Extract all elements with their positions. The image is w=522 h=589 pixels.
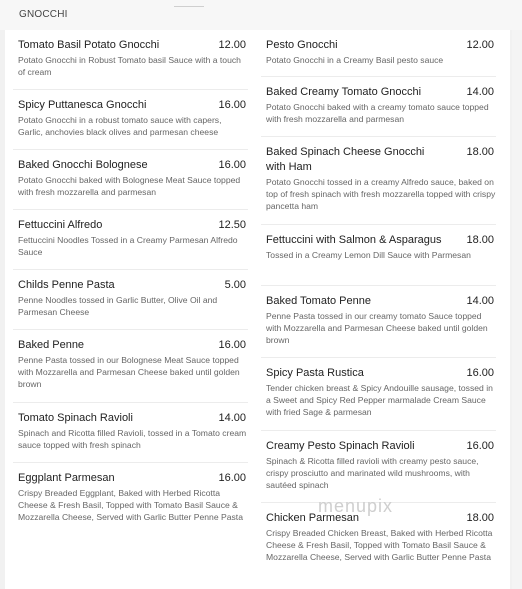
- menu-item: [13, 463, 248, 549]
- item-description: Tossed in a Creamy Lemon Dill Sauce with Parmesan: [266, 250, 471, 260]
- menu-item: [261, 431, 496, 503]
- item-description: Potato Gnocchi in Robust Tomato basil Sauce with a touch of cream: [18, 55, 241, 77]
- item-price: 16.00: [218, 339, 246, 351]
- item-price: 14.00: [218, 412, 246, 424]
- item-description: Penne Noodles tossed in Garlic Butter, Olive Oil and Parmesan Cheese: [18, 295, 218, 317]
- item-price: 5.00: [224, 279, 246, 291]
- menu-item: [261, 286, 496, 358]
- menu-item: [13, 403, 248, 463]
- item-description: Crispy Breaded Chicken Breast, Baked with Herbed Ricotta Cheese & Fresh Basil, Topped with Tomato Basil Sauce & Mozzarella Cheese, Served with Garlic Butter Penne Pasta: [266, 528, 493, 562]
- item-name: Eggplant Parmesan: [18, 472, 115, 484]
- menu-item: [13, 90, 248, 150]
- section-title: GNOCCHI: [19, 9, 68, 20]
- menu-column-left: [13, 30, 248, 549]
- item-name: Pesto Gnocchi: [266, 39, 338, 51]
- item-price: 16.00: [466, 440, 494, 452]
- item-price: 12.00: [466, 39, 494, 51]
- scrollbar[interactable]: [512, 30, 522, 589]
- tab-indicator[interactable]: [174, 0, 204, 7]
- item-name: Baked Penne: [18, 339, 85, 351]
- menu-item: [261, 77, 496, 137]
- item-name: Spicy Pasta Rustica: [266, 367, 364, 379]
- item-description: Penne Pasta tossed in our Bolognese Meat Sauce topped with Mozzarella and Parmesan Cheese baked until golden brown: [18, 355, 240, 389]
- item-price: 14.00: [466, 295, 494, 307]
- item-description: Potato Gnocchi baked with Bolognese Meat Sauce topped with fresh mozzarella and parmesan: [18, 175, 241, 197]
- item-name: Baked Creamy Tomato Gnocchi: [266, 86, 422, 98]
- item-description: Potato Gnocchi baked with a creamy tomato sauce topped with fresh mozzarella and parmesan: [266, 102, 489, 124]
- item-name: Chicken Parmesan: [266, 512, 359, 524]
- item-name: Creamy Pesto Spinach Ravioli: [266, 440, 415, 452]
- item-name: Tomato Spinach Ravioli: [18, 412, 133, 424]
- item-price: 18.00: [466, 234, 494, 246]
- item-description: Potato Gnocchi tossed in a creamy Alfredo sauce, baked on top of fresh spinach with fresh mozzarella topped with crispy pancetta ham: [266, 177, 496, 211]
- item-price: 12.00: [218, 39, 246, 51]
- item-price: 14.00: [466, 86, 494, 98]
- menu-item: [13, 150, 248, 210]
- item-description: Crispy Breaded Eggplant, Baked with Herbed Ricotta Cheese & Fresh Basil, Topped with Tomato Basil Sauce & Mozzarella Cheese, Served with Garlic Butter Penne Pasta: [18, 488, 243, 522]
- menu-item: [261, 225, 496, 286]
- menu-item: [261, 358, 496, 431]
- item-description: Fettuccini Noodles Tossed in a Creamy Parmesan Alfredo Sauce: [18, 235, 238, 257]
- item-name: Baked Spinach Cheese Gnocchi with Ham: [266, 146, 425, 173]
- item-name: Fettuccini Alfredo: [18, 219, 103, 231]
- item-description: Tender chicken breast & Spicy Andouille sausage, tossed in a Sweet and Spicy Red Pepper marmalade Cream Sauce with fried Sage & parmesan: [266, 383, 493, 417]
- item-description: Spinach & Ricotta filled ravioli with creamy pesto sauce, crispy prosciutto and marinated wild mushrooms, with sautéed spinach: [266, 456, 479, 490]
- item-price: 16.00: [218, 159, 246, 171]
- item-price: 16.00: [218, 99, 246, 111]
- menu-item: [261, 30, 496, 77]
- item-description: Penne Pasta tossed in our creamy tomato Sauce topped with Mozzarella and Parmesan Cheese baked until golden brown: [266, 311, 488, 345]
- item-name: Spicy Puttanesca Gnocchi: [18, 99, 147, 111]
- menu-item: [13, 270, 248, 330]
- item-name: Fettuccini with Salmon & Asparagus: [266, 234, 442, 246]
- item-name: Baked Tomato Penne: [266, 295, 371, 307]
- item-price: 18.00: [466, 146, 494, 158]
- watermark-text: menupix: [318, 496, 394, 516]
- item-price: 18.00: [466, 512, 494, 524]
- item-name: Tomato Basil Potato Gnocchi: [18, 39, 160, 51]
- item-name: Baked Gnocchi Bolognese: [18, 159, 148, 171]
- item-price: 16.00: [466, 367, 494, 379]
- item-description: Spinach and Ricotta filled Ravioli, tossed in a Tomato cream sauce topped with fresh spinach: [18, 428, 247, 450]
- item-price: 16.00: [218, 472, 246, 484]
- item-price: 12.50: [218, 219, 246, 231]
- menu-item: [13, 210, 248, 270]
- menu-item: [13, 30, 248, 90]
- item-description: Potato Gnocchi in a robust tomato sauce with capers, Garlic, anchovies black olives and parmesan cheese: [18, 115, 222, 137]
- menu-item: [261, 137, 496, 225]
- top-bar: [0, 0, 522, 30]
- menu-item: [13, 330, 248, 403]
- item-name: Childs Penne Pasta: [18, 279, 115, 291]
- item-description: Potato Gnocchi in a Creamy Basil pesto sauce: [266, 55, 444, 65]
